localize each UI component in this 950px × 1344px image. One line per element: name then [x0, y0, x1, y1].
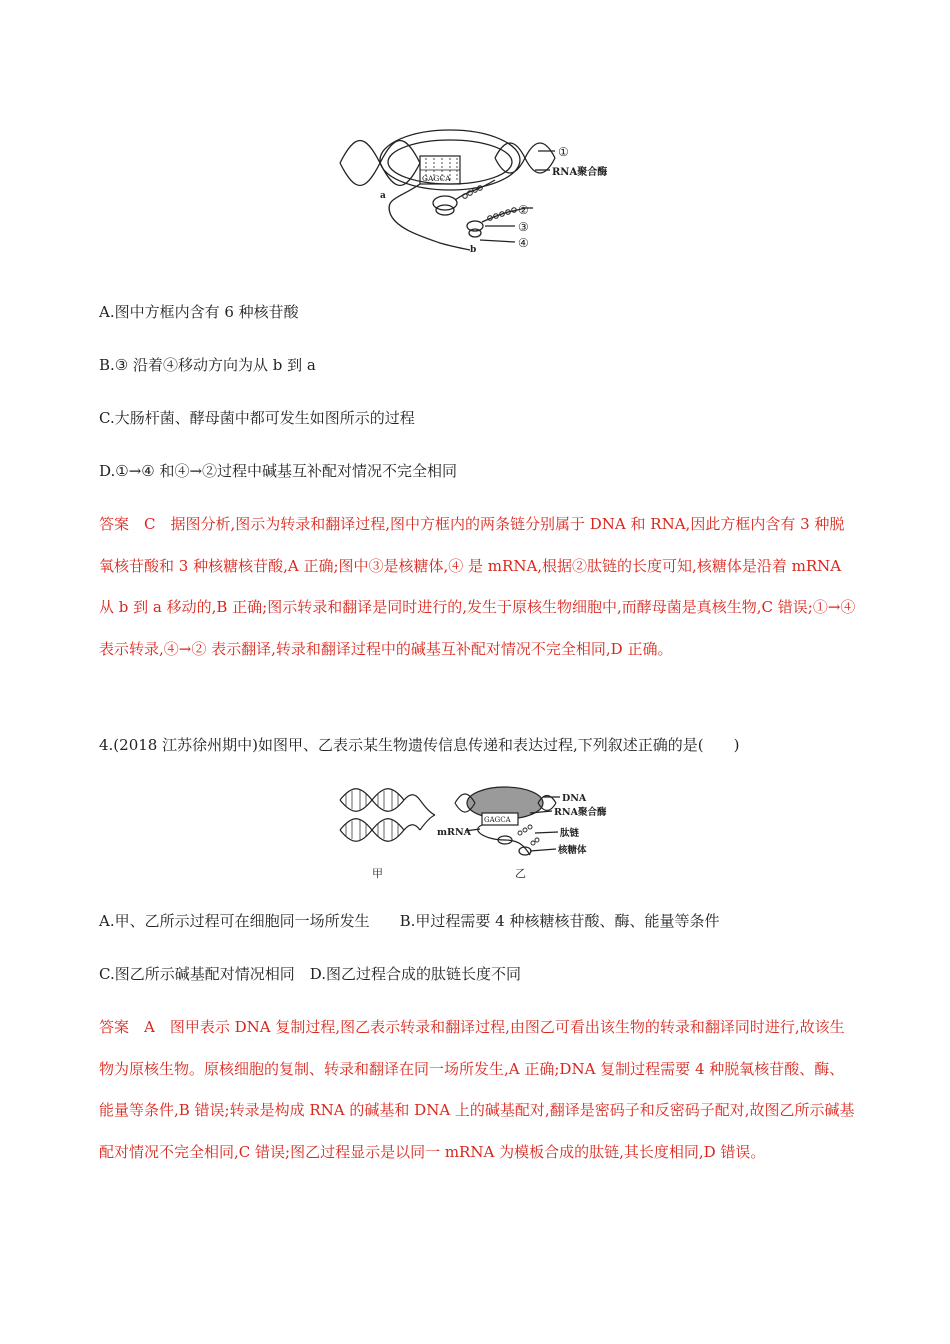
fig2-box-sequence: GAGCA: [484, 816, 511, 824]
label-circle-4: ④: [518, 236, 529, 250]
q3-option-d: D.①→④ 和④→②过程中碱基互补配对情况不完全相同: [99, 462, 458, 480]
q3-option-a: A.图中方框内含有 6 种核苷酸: [99, 303, 299, 321]
box-sequence: GAGCA: [422, 174, 451, 183]
transcription-translation-figure: [330, 118, 630, 258]
label-circle-1: ①: [558, 145, 569, 159]
q3-option-c: C.大肠杆菌、酵母菌中都可发生如图所示的过程: [99, 409, 415, 427]
q4-options-ab: A.甲、乙所示过程可在细胞同一场所发生 B.甲过程需要 4 种核糖核苷酸、酶、能量等条件: [99, 912, 720, 930]
label-a: a: [380, 191, 386, 201]
q3-answer: 答案 C 据图分析,图示为转录和翻译过程,图中方框内的两条链分别属于 DNA 和 RNA,因此方框内含有 3 种脱氧核苷酸和 3 种核糖核苷酸,A 正确;图中③是核糖体,④ 是 mRNA,根据②肽链的长度可知,核糖体是沿着 mRNA 从 b 到 a 移动的,B 正确;图示转录和翻译是同时进行的,发生于原核生物细胞中,而酵母菌是真核生物,C 错误;①→④ 表示转录,④→② 表示翻译,转录和翻译过程中的碱基互补配对情况不完全相同,D 正确。: [99, 515, 856, 658]
q4-options-cd: C.图乙所示碱基配对情况相同 D.图乙过程合成的肽链长度不同: [99, 965, 521, 983]
label-circle-2: ②: [518, 203, 529, 217]
fig2-label-dna: DNA: [562, 793, 587, 804]
q4-answer: 答案 A 图甲表示 DNA 复制过程,图乙表示转录和翻译过程,由图乙可看出该生物的转录和翻译同时进行,故该生物为原核生物。原核细胞的复制、转录和翻译在同一场所发生,A 正确;DNA 复制过程需要 4 种脱氧核苷酸、酶、能量等条件,B 错误;转录是构成 RNA 的碱基和 DNA 上的碱基配对,翻译是密码子和反密码子配对,故图乙所示碱基配对情况不完全相同,C 错误;图乙过程显示是以同一 mRNA 为模板合成的肽链,其长度相同,D 错误。: [99, 1018, 855, 1161]
q4-figure: [330, 785, 620, 885]
fig2-label-rna-polymerase: RNA聚合酶: [554, 807, 607, 818]
label-b: b: [470, 245, 477, 255]
q4-stem: 4.(2018 江苏徐州期中)如图甲、乙表示某生物遗传信息传递和表达过程,下列叙述正确的是( ): [99, 736, 740, 754]
fig2-label-mrna: mRNA: [437, 827, 472, 838]
fig2-label-jia: 甲: [372, 867, 383, 880]
label-rna-polymerase: RNA聚合酶: [552, 167, 608, 178]
label-circle-3: ③: [518, 220, 529, 234]
q3-option-b: B.③ 沿着④移动方向为从 b 到 a: [99, 356, 316, 374]
fig2-label-yi: 乙: [515, 867, 526, 880]
fig2-label-ribosome: 核糖体: [558, 845, 587, 856]
fig2-label-peptide: 肽链: [560, 828, 580, 839]
